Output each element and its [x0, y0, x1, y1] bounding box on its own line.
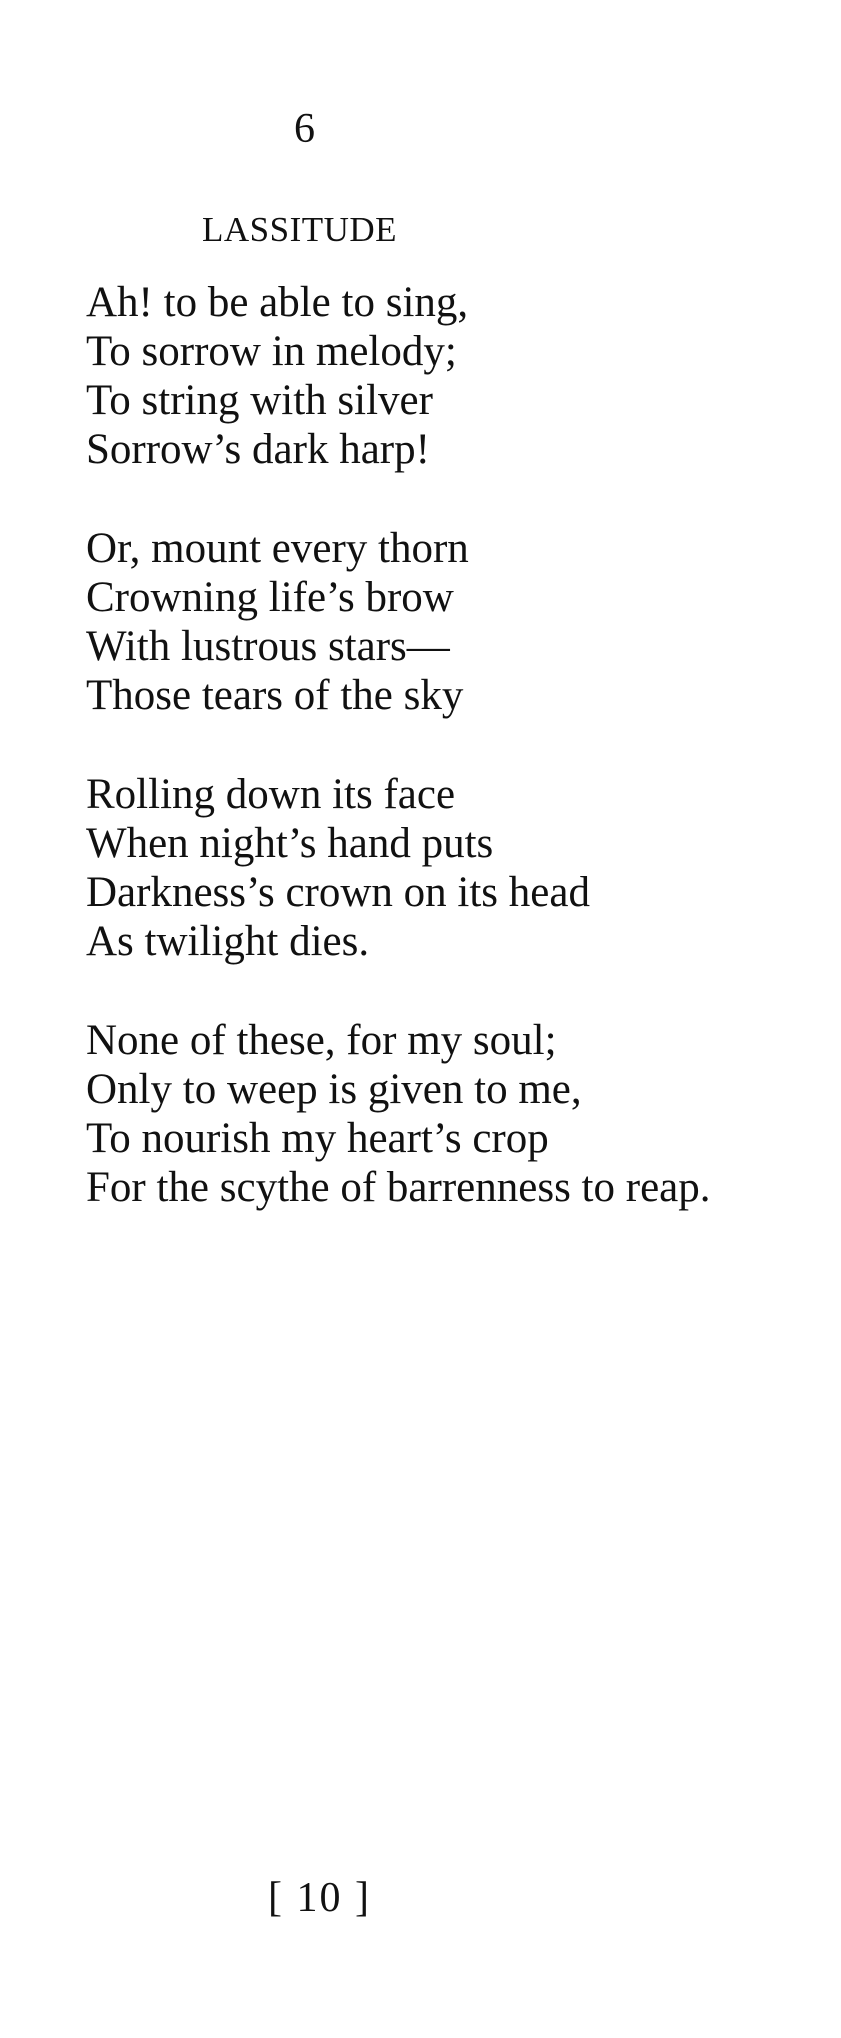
poem-line: None of these, for my soul; [86, 1017, 557, 1064]
poem-line: Sorrow’s dark harp! [86, 426, 430, 473]
poem-line: To string with silver [86, 377, 433, 424]
folio: [ 10 ] [268, 1875, 371, 1921]
poem [86, 278, 826, 1262]
poem-line: With lustrous stars— [86, 623, 450, 670]
poem-line: Or, mount every thorn [86, 525, 469, 572]
poem-line: To sorrow in melody; [86, 328, 457, 375]
poem-line: When night’s hand puts [86, 820, 494, 867]
poem-line: To nourish my heart’s crop [86, 1115, 549, 1162]
stanza [86, 770, 826, 966]
poem-line: Ah! to be able to sing, [86, 279, 469, 326]
poem-line: For the scythe of barrenness to reap. [86, 1164, 711, 1211]
poem-line: Darkness’s crown on its head [86, 869, 590, 916]
poem-line: Crowning life’s brow [86, 574, 454, 621]
poem-line: As twilight dies. [86, 918, 370, 965]
poem-line: Those tears of the sky [86, 672, 464, 719]
stanza [86, 278, 826, 474]
poem-title: LASSITUDE [202, 210, 398, 249]
page-number: 6 [294, 106, 315, 152]
poem-line: Rolling down its face [86, 771, 456, 818]
stanza [86, 524, 826, 720]
poem-line: Only to weep is given to me, [86, 1066, 582, 1113]
stanza [86, 1016, 826, 1212]
